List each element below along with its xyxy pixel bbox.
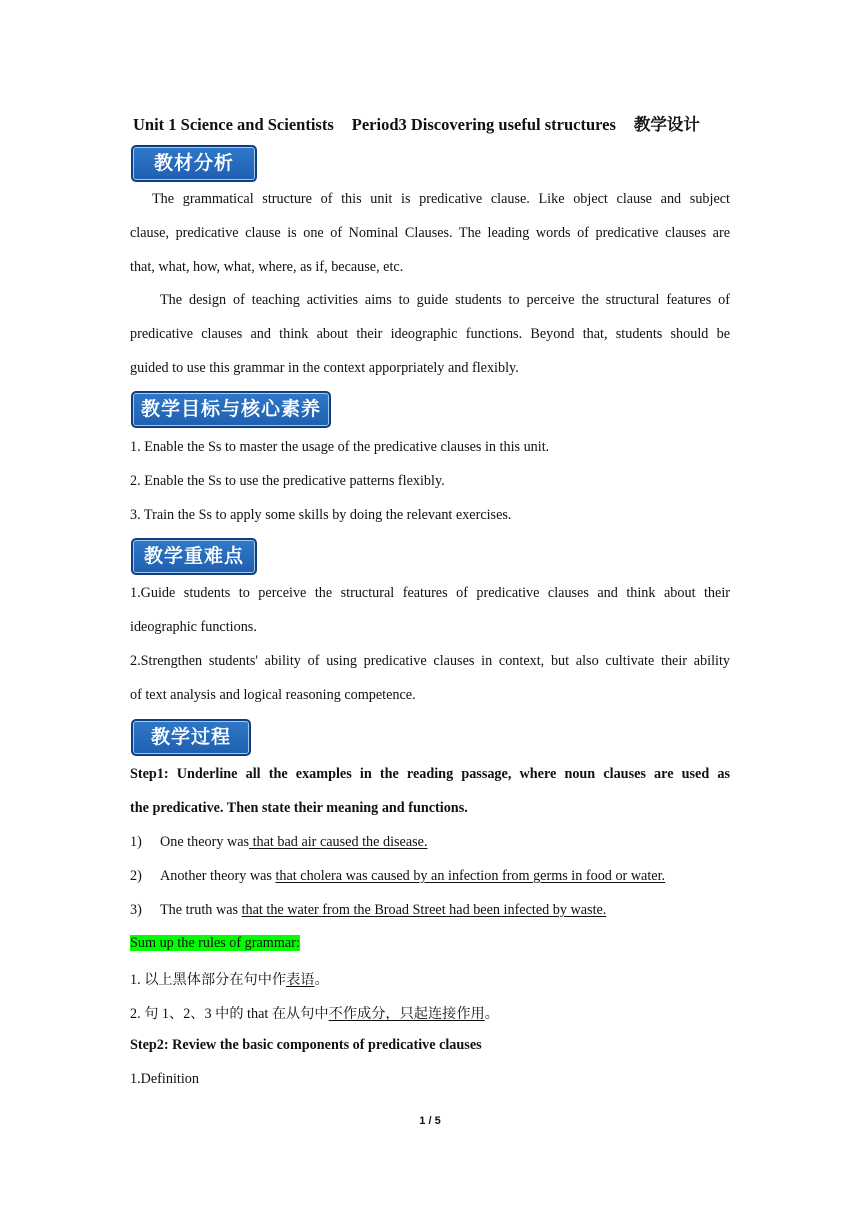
goal-item: 2. Enable the Ss to use the predicative patterns flexibly. bbox=[130, 473, 445, 489]
analysis-banner: 教材分析 bbox=[131, 145, 257, 182]
goal-item: 3. Train the Ss to apply some skills by doing the relevant exercises. bbox=[130, 507, 512, 523]
example-number: 3) bbox=[130, 902, 142, 918]
example-number: 1) bbox=[130, 834, 142, 850]
step2-heading: Step2: Review the basic components of predicative clauses bbox=[130, 1037, 482, 1053]
goal-item: 1. Enable the Ss to master the usage of the predicative clauses in this unit. bbox=[130, 439, 550, 455]
analysis-para1-line2: clause, predicative clause is one of Nominal Clauses. The leading words of predicative clauses are bbox=[130, 225, 730, 241]
rule-prefix: 2. 句 1、2、3 中的 that 在从句中 bbox=[130, 1006, 329, 1022]
analysis-para2-line1: The design of teaching activities aims to guide students to perceive the structural features of bbox=[160, 292, 730, 308]
process-banner: 教学过程 bbox=[131, 719, 251, 756]
example-number: 2) bbox=[130, 868, 142, 884]
step1-heading-line2: the predicative. Then state their meaning and functions. bbox=[130, 800, 468, 816]
example-prefix: The truth was bbox=[160, 902, 242, 918]
difficulty-item2-line1: 2.Strengthen students' ability of using predicative clauses in context, but also cultivate their ability bbox=[130, 653, 730, 669]
analysis-para2-line2: predicative clauses and think about their ideographic functions. Beyond that, students should be bbox=[130, 326, 730, 342]
example-underlined-clause: that bad air caused the disease. bbox=[249, 834, 428, 850]
difficulty-item2-line2: of text analysis and logical reasoning competence. bbox=[130, 687, 416, 703]
page-number: 1 / 5 bbox=[419, 1115, 441, 1127]
rule-suffix: 。 bbox=[314, 972, 329, 988]
difficulty-item1-line1: 1.Guide students to perceive the structural features of predicative clauses and think about their bbox=[130, 585, 730, 601]
rule-underlined: 不作成分，只起连接作用 bbox=[328, 1006, 485, 1022]
difficulty-item1-line2: ideographic functions. bbox=[130, 619, 257, 635]
analysis-para1-line1: The grammatical structure of this unit is predicative clause. Like object clause and subject bbox=[152, 191, 730, 207]
grammar-rule-1 bbox=[130, 969, 329, 989]
title-design: 教学设计 bbox=[633, 115, 700, 134]
analysis-para1-line3: that, what, how, what, where, as if, because, etc. bbox=[130, 259, 404, 275]
rule-prefix: 1. 以上黑体部分在句中作 bbox=[130, 972, 287, 988]
highlighted-text: Sum up the rules of grammar: bbox=[130, 935, 300, 951]
title-period: Period3 Discovering useful structures bbox=[351, 115, 616, 134]
analysis-para2-line3: guided to use this grammar in the context apporpriately and flexibly. bbox=[130, 360, 519, 376]
grammar-rule-2 bbox=[130, 1003, 499, 1023]
example-sentence bbox=[130, 902, 606, 919]
sum-up-label bbox=[130, 935, 300, 952]
example-underlined-clause: that the water from the Broad Street had been infected by waste. bbox=[241, 902, 607, 918]
example-sentence bbox=[130, 868, 665, 885]
title-unit: Unit 1 Science and Scientists bbox=[133, 115, 334, 134]
goals-banner: 教学目标与核心素养 bbox=[131, 391, 331, 428]
example-prefix: Another theory was bbox=[160, 868, 276, 884]
document-title bbox=[133, 111, 733, 135]
example-underlined-clause: that cholera was caused by an infection from germs in food or water. bbox=[275, 868, 666, 884]
example-sentence bbox=[130, 834, 428, 851]
step1-heading-line1: Step1: Underline all the examples in the reading passage, where noun clauses are used as bbox=[130, 766, 730, 782]
step2-item-definition: 1.Definition bbox=[130, 1071, 199, 1087]
rule-suffix: 。 bbox=[484, 1006, 499, 1022]
rule-underlined: 表语 bbox=[286, 972, 315, 988]
difficulty-banner: 教学重难点 bbox=[131, 538, 257, 575]
example-prefix: One theory was bbox=[160, 834, 250, 850]
